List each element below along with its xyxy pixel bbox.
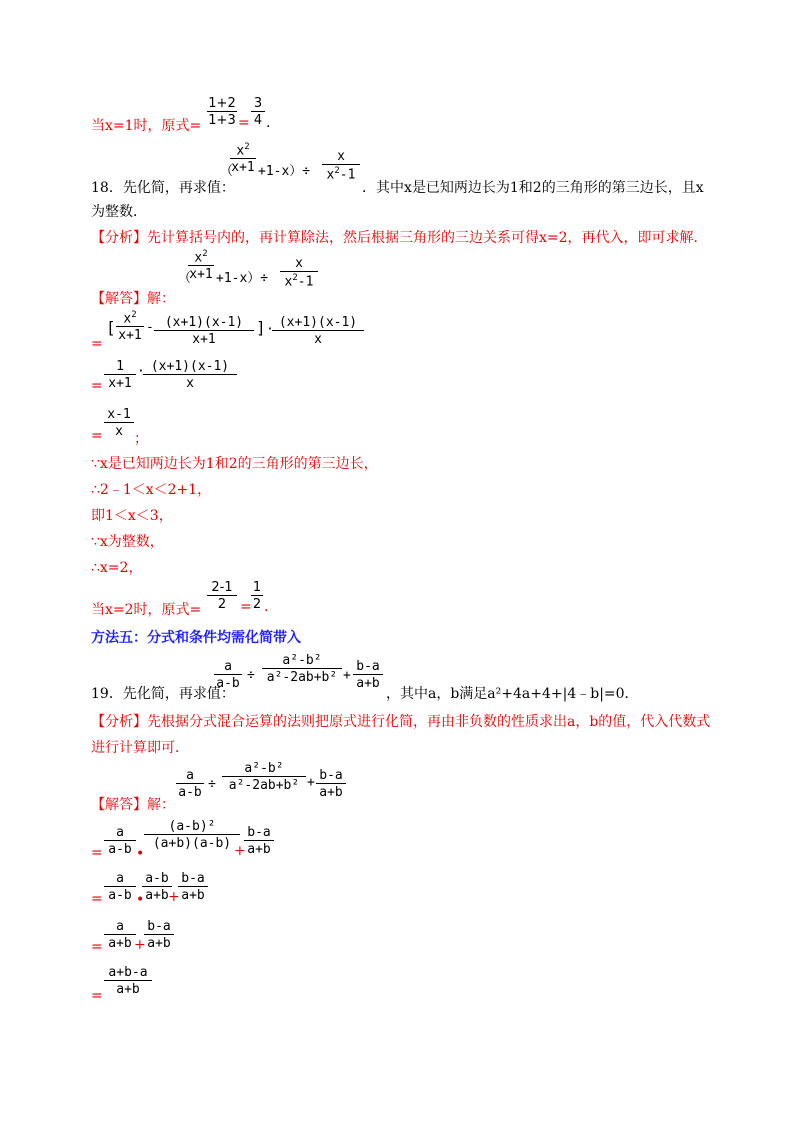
q19-step1-a: a a-b xyxy=(104,826,136,856)
dot-operator: · xyxy=(266,322,274,337)
reason-4: ∵x为整数， xyxy=(91,534,164,550)
q18-final-prefix: 当x=2时，原式= xyxy=(91,602,202,618)
analysis-tag: 【分析】 xyxy=(91,230,147,246)
eq-sign: = xyxy=(91,891,103,907)
eq-sign: = xyxy=(91,939,103,955)
eq-sign: = xyxy=(91,428,103,444)
reason-5: ∴x=2， xyxy=(91,560,143,576)
q18-expr-mid: +1-x）÷ xyxy=(258,164,311,179)
q18-analysis xyxy=(91,227,708,247)
q18-text2: ．其中x是已知两边长为1和2的三角形的第三边长，且x xyxy=(362,180,704,196)
q18-expr-frac2: x $x^2-1$ xyxy=(322,150,360,181)
reason-1: ∵x是已知两边长为1和2的三角形的第三边长， xyxy=(91,456,378,472)
div-sign: ÷ xyxy=(247,668,255,683)
minus-sign: - xyxy=(146,320,154,335)
q19-step2-b: a-b a+b xyxy=(142,872,172,902)
q19-expr-a: a a-b xyxy=(214,660,242,690)
q18-number: 18． xyxy=(91,180,123,196)
q19-expr-b: a²-b² a²-2ab+b² xyxy=(262,654,342,684)
q18-sol-frac1: $x^2$ x+1 xyxy=(189,249,213,283)
reason-3: 即1＜x＜3， xyxy=(91,508,173,524)
q19-step3-b: b-a a+b xyxy=(144,920,174,950)
fraction-2-minus-1-over-2: 2-1 2 xyxy=(207,581,237,611)
q19-text2: ，其中a，b满足a²+4a+4+|4﹣b|=0． xyxy=(386,686,639,702)
q19-step1-c: b-a a+b xyxy=(244,826,274,856)
fraction-1-plus-2-over-1-plus-3: 1+2 1+3 xyxy=(208,96,236,128)
dot-operator: • xyxy=(136,892,145,908)
q19-text1: 先化简，再求值： xyxy=(122,686,235,702)
reason-2: ∴2﹣1＜x＜2+1， xyxy=(91,482,212,498)
open-paren: （ xyxy=(220,164,234,179)
plus-sign: + xyxy=(307,775,315,790)
plus-sign: + xyxy=(134,937,146,953)
dot-operator: • xyxy=(136,846,145,862)
q19-step3-a: a a+b xyxy=(104,920,136,950)
q19-step2-c: b-a a+b xyxy=(178,872,208,902)
eq-sign: = xyxy=(91,988,103,1004)
period: . xyxy=(264,599,269,615)
div-sign: ÷ xyxy=(208,777,216,792)
q19-solution-tag: 【解答】解： xyxy=(91,797,175,813)
q19-analysis-line1: 【分析】先根据分式混合运算的法则把原式进行化简，再由非负数的性质求出a，b的值，代入代数式 xyxy=(91,714,711,730)
semicolon: ； xyxy=(134,431,148,447)
equals-sign: = xyxy=(240,599,252,615)
q18-sol-frac2: x $x^2-1$ xyxy=(280,257,318,288)
analysis-text: 先计算括号内的，再计算除法，然后根据三角形的三边关系可得x=2，再代入，即可求解． xyxy=(147,230,708,246)
open-bracket: [ xyxy=(106,318,116,337)
fraction-1-over-2: 1 2 xyxy=(252,580,262,612)
q19-sol-b: a²-b² a²-2ab+b² xyxy=(222,762,306,792)
equals-sign: = xyxy=(238,115,250,131)
plus-sign: + xyxy=(168,889,180,905)
q18-step1-c: (x+1)(x-1) x xyxy=(272,316,364,346)
eq-sign: = xyxy=(91,336,103,352)
dot-operator: · xyxy=(137,364,145,379)
period: . xyxy=(266,115,271,131)
close-bracket: ] xyxy=(256,318,266,337)
q18-text1: 先化简，再求值： xyxy=(122,180,235,196)
q19-step2-a: a a-b xyxy=(104,872,136,902)
q19-step1-b: (a-b)² (a+b)(a-b) xyxy=(144,820,240,850)
result-line-x1 xyxy=(91,115,201,135)
fraction-3-over-4: 3 4 xyxy=(251,97,265,127)
q19-number: 19． xyxy=(91,686,123,702)
q18-expr-frac1: $x^2$ x+1 xyxy=(231,142,255,176)
q19-sol-c: b-a a+b xyxy=(316,769,346,799)
q19-analysis-line2: 进行计算即可． xyxy=(91,740,189,756)
q18-step1-b: (x+1)(x-1) x+1 xyxy=(154,316,254,346)
open-paren: （ xyxy=(178,271,192,286)
result-prefix: 当x=1时，原式= xyxy=(91,118,202,134)
q19-step4: a+b-a a+b xyxy=(104,966,152,996)
eq-sign: = xyxy=(91,378,103,394)
q18-step2-b: (x+1)(x-1) x xyxy=(143,360,237,390)
q19-expr-c: b-a a+b xyxy=(353,660,383,690)
q18-step1-a: $x^2$ x+1 xyxy=(116,311,144,342)
q18-text3: 为整数． xyxy=(91,204,147,220)
plus-sign: + xyxy=(343,668,351,683)
q18-step3: x-1 x xyxy=(104,408,134,438)
q19-sol-a: a a-b xyxy=(176,769,204,799)
plus-sign: + xyxy=(234,843,246,859)
q18-statement-line1 xyxy=(91,177,235,197)
eq-sign: = xyxy=(91,845,103,861)
q18-step2-a: 1 x+1 xyxy=(104,360,136,390)
section-title-method5: 方法五：分式和条件均需化简带入 xyxy=(91,630,301,646)
q18-sol-mid: +1-x）÷ xyxy=(216,271,269,286)
q18-solution-tag: 【解答】解： xyxy=(91,291,175,307)
